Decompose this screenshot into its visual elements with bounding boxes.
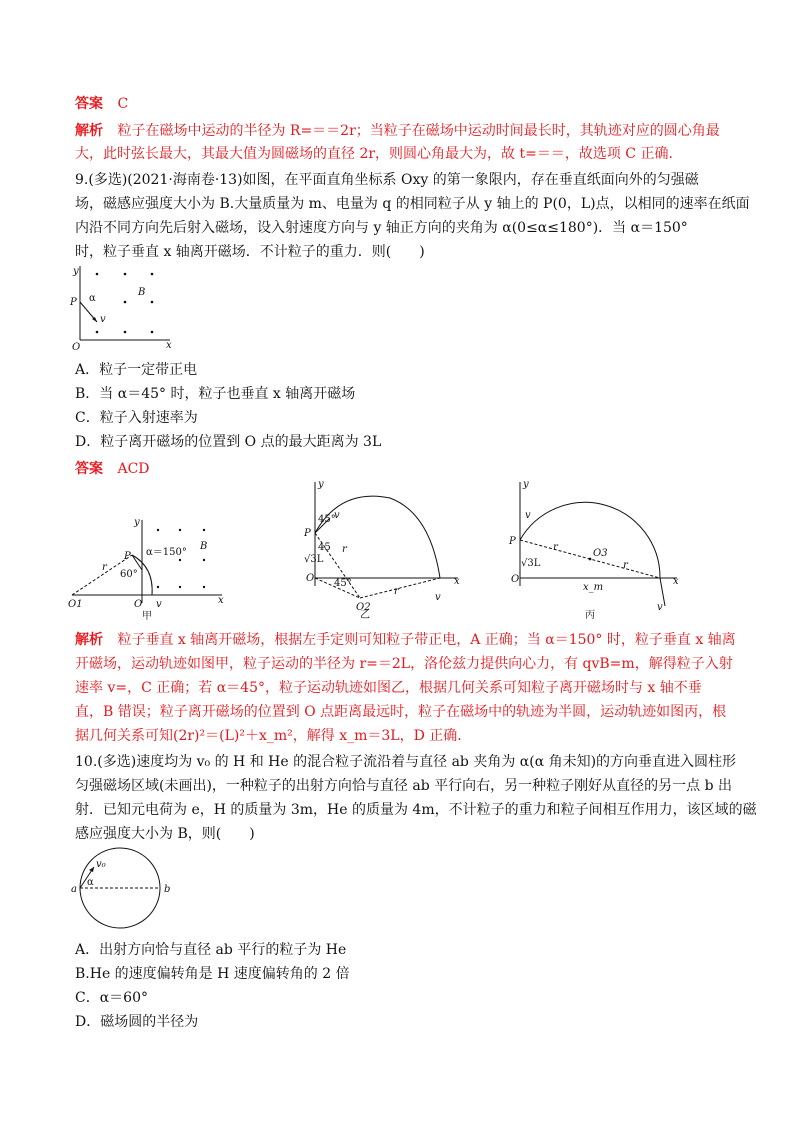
yi-x: x [454,576,460,587]
fig-x-label: x [166,340,172,351]
bing-y: y [523,479,529,490]
q10-option-d: D．磁场圆的半径为 [75,1014,199,1030]
yi-p: P [304,528,311,539]
q9-analysis-line-4: 直，B 错误；粒子离开磁场的位置到 O 点距离最远时，粒子在磁场中的轨迹为半圆，运动轨迹如图丙，根 [75,704,727,720]
q9-figure [70,262,180,352]
analysis-text: 粒子垂直 x 轴离开磁场，根据左手定则可知粒子带正电，A 正确；当 α＝150° 时，粒子垂直 x 轴离 [117,632,736,648]
q10-option-a: A．出射方向恰与直径 ab 平行的粒子为 He [75,942,347,958]
answer-value: C [117,96,129,112]
yi-45-top: 45° [318,514,336,525]
q9-option-d: D．粒子离开磁场的位置到 O 点的最大距离为 3L [75,434,382,450]
jia-y: y [134,517,140,528]
q10-b-label: b [164,884,171,895]
jia-o: O [134,599,143,610]
bing-v: v [525,510,531,521]
bing-v2: v [657,602,663,613]
yi-root3l: √3L [304,554,324,565]
figure-jia [62,515,232,620]
q9-stem-line-3: 内沿不同方向先后射入磁场，设入射速度方向与 y 轴正方向的夹角为 α(0≤α≤180°)．当 α＝150° [75,220,688,236]
q10-option-b: B.He 的速度偏转角是 H 速度偏转角的 2 倍 [75,966,350,982]
q9-option-a: A．粒子一定带正电 [75,362,198,378]
top-answer [75,94,128,114]
bing-xm: x_m [583,582,604,593]
fig-v-label: v [100,314,106,325]
yi-caption: 乙 [360,610,370,621]
top-analysis-line-2: 大，此时弦长最大，其最大值为圆磁场的直径 2r，则圆心角最大为，故 t=＝＝，故选项 C 正确. [75,146,673,162]
analysis-label: 解析 [75,632,103,648]
jia-r: r [102,562,107,573]
jia-o1: O1 [68,599,83,610]
jia-x: x [218,595,224,606]
bing-o: O [511,574,520,585]
q10-alpha-label: α [87,877,94,888]
fig-y-label: y [73,266,79,277]
q9-analysis-line-2: 开磁场，运动轨迹如图甲，粒子运动的半径为 r=＝2L，洛伦兹力提供向心力，有 qvB=m，解得粒子入射 [75,656,733,672]
bing-p: P [509,536,516,547]
q10-stem-line-2: 匀强磁场区域(未画出)，一种粒子的出射方向恰与直径 ab 平行向右，另一种粒子刚好从直径的另一点 b 出 [75,778,732,794]
q9-option-c: C．粒子入射速率为 [75,410,198,426]
bing-x: x [673,576,679,587]
figure-yi [290,478,470,621]
bing-caption: 丙 [585,610,595,621]
fig-b-label: B [138,287,146,298]
fig-origin-label: O [72,342,81,353]
q9-stem-line-4: 时，粒子垂直 x 轴离开磁场．不计粒子的重力．则( ) [75,244,425,260]
q10-figure [70,845,180,935]
fig-alpha-label: α [89,293,96,304]
yi-o2: O2 [356,602,371,613]
q9-stem-line-1: 9.(多选)(2021·海南卷·13)如图，在平面直角坐标系 Oxy 的第一象限内，存在垂直纸面向外的匀强磁 [75,172,699,188]
q9-analysis-line-1 [75,630,736,650]
yi-r1: r [342,544,347,555]
q10-a-label: a [71,884,77,895]
yi-o: O [306,573,315,584]
bing-root3l: √3L [521,558,541,569]
q9-option-b: B．当 α＝45° 时，粒子也垂直 x 轴离开磁场 [75,386,356,402]
analysis-text: 粒子在磁场中运动的半径为 R=＝＝2r；当粒子在磁场中运动时间最长时，其轨迹对应的圆心角最 [117,123,720,139]
jia-angle60: 60° [120,569,138,580]
jia-p: P [124,551,131,562]
yi-45-mid: 45 [318,542,331,553]
q9-stem-line-2: 场，磁感应强度大小为 B.大量质量为 m、电量为 q 的相同粒子从 y 轴上的 P(0，L)点，以相同的速率在纸面 [75,196,750,212]
q10-stem-line-1: 10.(多选)速度均为 v₀ 的 H 和 He 的混合粒子流沿着与直径 ab 夹角为 α(α 角未知)的方向垂直进入圆柱形 [75,754,737,770]
analysis-label: 解析 [75,123,103,139]
yi-v: v [334,510,340,521]
q10-stem-line-4: 感应强度大小为 B，则( ) [75,826,255,842]
bing-o3: O3 [593,548,608,559]
q10-stem-line-3: 射．已知元电荷为 e，H 的质量为 3m，He 的质量为 4m，不计粒子的重力和粒子间相互作用力，该区域的磁 [75,802,757,818]
q10-option-c: C．α＝60° [75,990,148,1006]
top-analysis-line-1 [75,121,720,141]
q9-analysis-line-3: 速率 v=，C 正确；若 α＝45°，粒子运动轨迹如图乙，根据几何关系可知粒子离开磁场时与 x 轴不垂 [75,680,702,696]
answer-label: 答案 [75,96,103,112]
jia-b: B [200,541,208,552]
bing-r1: r [553,542,558,553]
figure-bing [505,478,685,621]
yi-y: y [318,479,324,490]
yi-45-bot: 45° [334,578,352,589]
answer-label: 答案 [75,461,103,477]
yi-v2: v [435,592,441,603]
answer-value: ACD [117,461,150,477]
fig-p-label: P [70,297,77,308]
jia-caption: 甲 [142,611,152,622]
jia-v: v [156,599,162,610]
yi-r2: r [394,586,399,597]
jia-angle150: α＝150° [146,547,187,558]
bing-r2: r [623,560,628,571]
q9-answer [75,459,150,479]
q9-analysis-line-5: 据几何关系可知(2r)²＝(L)²＋x_m²，解得 x_m＝3L，D 正确. [75,728,462,744]
q10-v0-label: v₀ [96,859,106,870]
